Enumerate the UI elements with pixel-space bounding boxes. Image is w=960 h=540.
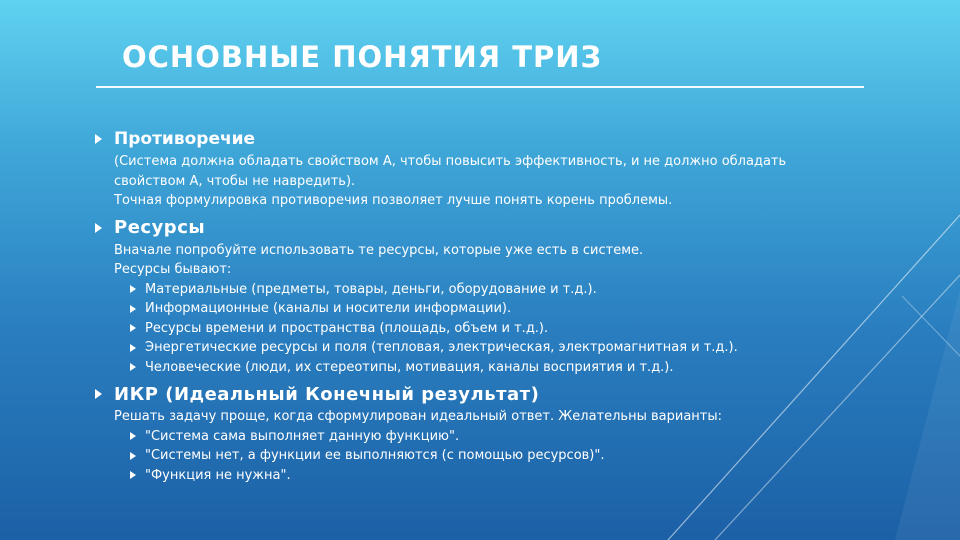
list-item-text: "Система сама выполняет данную функцию". bbox=[145, 428, 460, 444]
list-item bbox=[130, 358, 875, 378]
list-item bbox=[130, 299, 875, 319]
body-line: Вначале попробуйте использовать те ресурсы, которые уже есть в системе. bbox=[114, 242, 644, 258]
section-body bbox=[114, 241, 875, 378]
bullet-triangle-icon bbox=[130, 285, 136, 293]
section-resources bbox=[95, 215, 875, 378]
bullet-triangle-icon bbox=[130, 344, 136, 352]
slide-title: ОСНОВНЫЕ ПОНЯТИЯ ТРИЗ bbox=[122, 40, 603, 74]
body-line: Ресурсы бывают: bbox=[114, 262, 232, 277]
section-body bbox=[114, 152, 875, 211]
section-contradiction bbox=[95, 126, 875, 211]
list-item bbox=[130, 427, 875, 447]
bullet-triangle-icon bbox=[130, 324, 136, 332]
bullet-triangle-icon bbox=[95, 223, 102, 233]
body-line: (Система должна обладать свойством А, чтобы повысить эффективность, и не должно обладать bbox=[114, 154, 787, 169]
list-item-text: Информационные (каналы и носители информации). bbox=[145, 301, 512, 316]
body-line: Точная формулировка противоречия позволяет лучше понять корень проблемы. bbox=[114, 193, 673, 208]
list-item bbox=[130, 338, 875, 358]
heading-text: ИКР (Идеальный Конечный результат) bbox=[114, 383, 540, 405]
title-divider bbox=[96, 86, 864, 88]
bullet-triangle-icon bbox=[95, 134, 102, 144]
list-item-text: Ресурсы времени и пространства (площадь, объем и т.д.). bbox=[145, 320, 549, 336]
list-item bbox=[130, 446, 875, 466]
heading-text: Ресурсы bbox=[114, 217, 206, 238]
section-heading bbox=[95, 126, 875, 152]
list-item bbox=[130, 466, 875, 486]
bullet-triangle-icon bbox=[130, 471, 136, 479]
list-item-text: Человеческие (люди, их стереотипы, мотивация, каналы восприятия и т.д.). bbox=[145, 359, 674, 375]
heading-text: Противоречие bbox=[114, 129, 256, 149]
bullet-triangle-icon bbox=[130, 363, 136, 371]
section-heading bbox=[95, 215, 875, 241]
list-item bbox=[130, 319, 875, 339]
bullet-triangle-icon bbox=[130, 305, 136, 313]
bullet-triangle-icon bbox=[95, 389, 102, 399]
content bbox=[95, 126, 875, 489]
sub-list bbox=[130, 280, 875, 378]
list-item-text: "Системы нет, а функции ее выполняются (с помощью ресурсов)". bbox=[145, 448, 605, 463]
list-item-text: "Функция не нужна". bbox=[145, 467, 291, 483]
body-line: Решать задачу проще, когда сформулирован идеальный ответ. Желательны варианты: bbox=[114, 409, 722, 424]
list-item-text: Энергетические ресурсы и поля (тепловая, электрическая, электромагнитная и т.д.). bbox=[145, 340, 738, 355]
sub-list bbox=[130, 427, 875, 486]
body-line: свойством А, чтобы не навредить). bbox=[114, 173, 356, 189]
section-body bbox=[114, 407, 875, 485]
section-ifr bbox=[95, 381, 875, 485]
list-item bbox=[130, 280, 875, 300]
section-heading bbox=[95, 381, 875, 407]
list-item-text: Материальные (предметы, товары, деньги, оборудование и т.д.). bbox=[145, 281, 597, 297]
bullet-triangle-icon bbox=[130, 452, 136, 460]
bullet-triangle-icon bbox=[130, 432, 136, 440]
